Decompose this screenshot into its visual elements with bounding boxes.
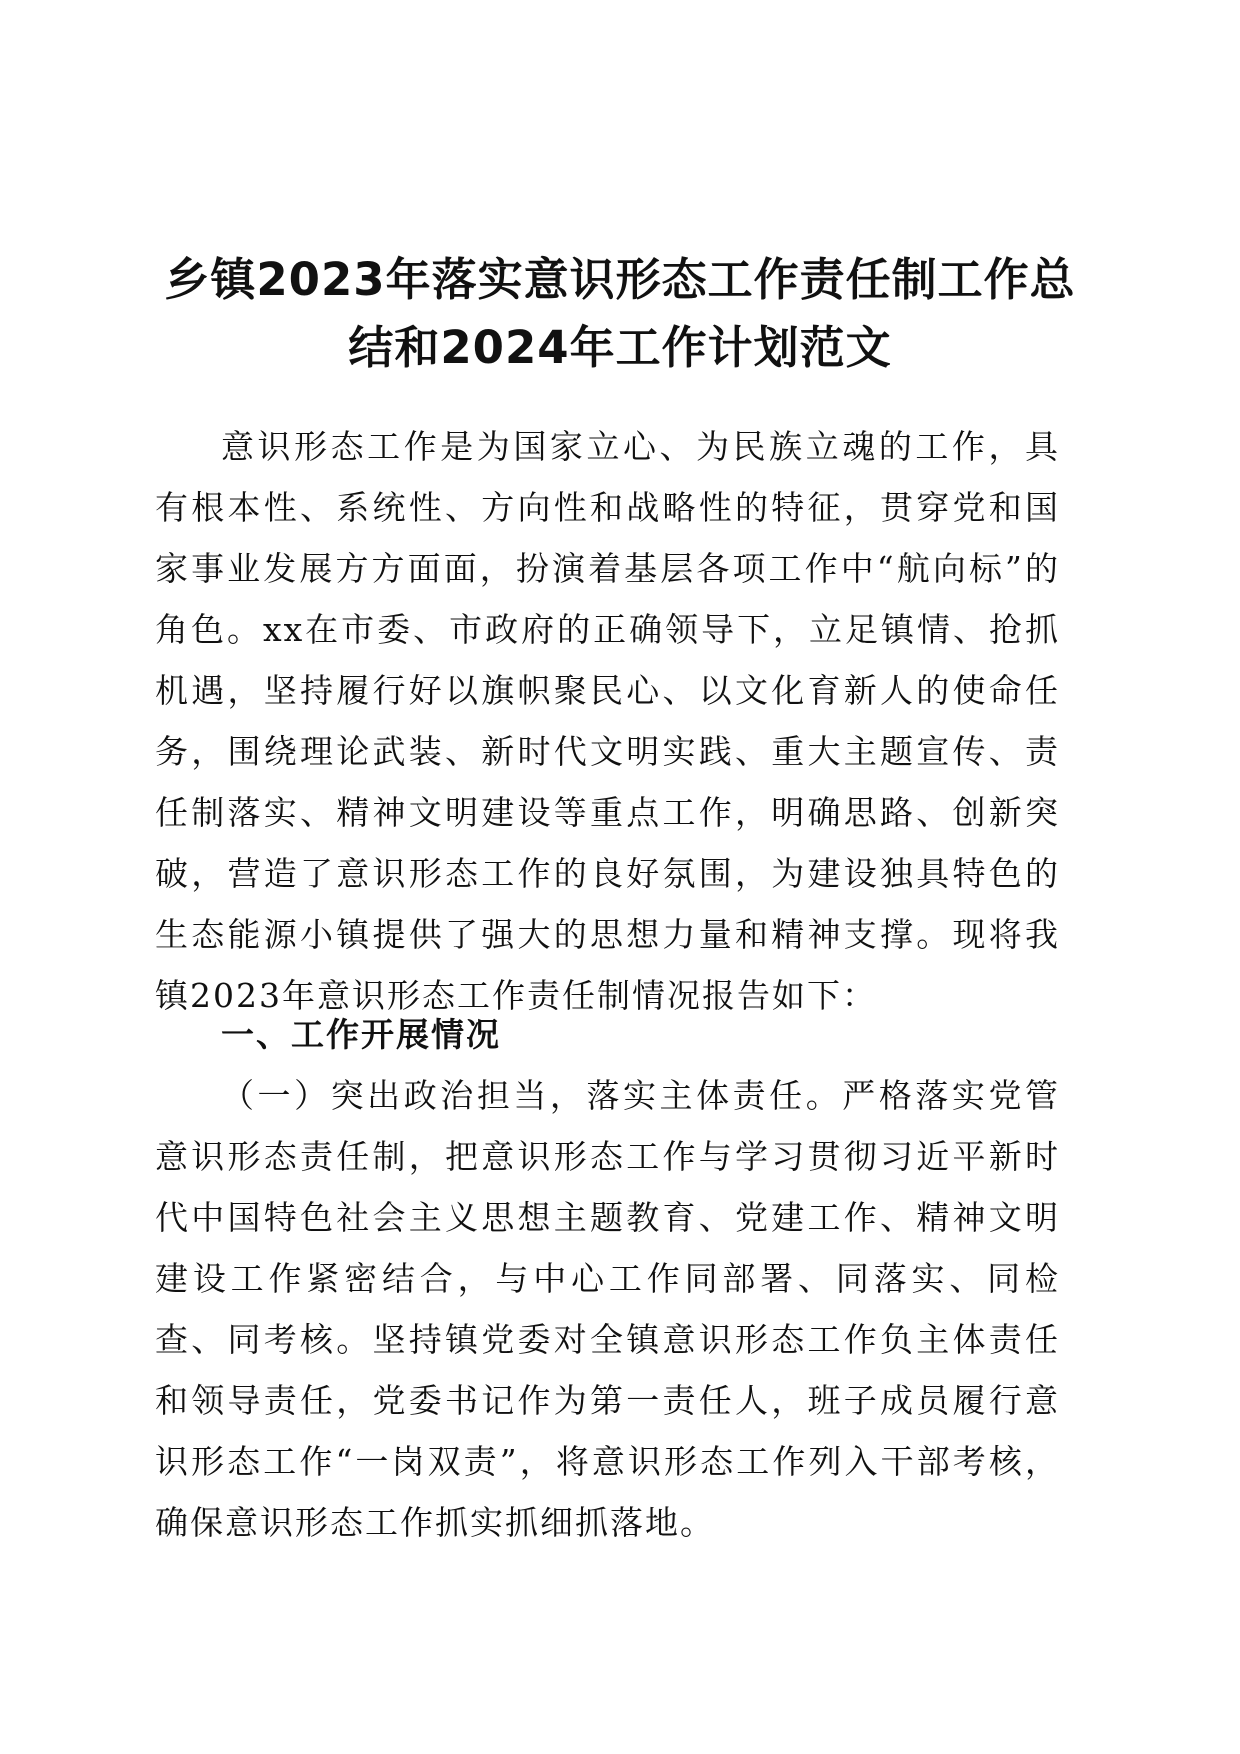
document-title — [150, 246, 1090, 382]
section-heading-work-progress: 一、工作开展情况 — [221, 1015, 501, 1054]
intro-paragraph: 意识形态工作是为国家立心、为民族立魂的工作，具有根本性、系统性、方向性和战略性的特征，贯穿党和国家事业发展方方面面，扮演着基层各项工作中“航向标”的角色。xx在市委、市政府的正确领导下，立足镇情、抢抓机遇，坚持履行好以旗帜聚民心、以文化育新人的使命任务，围绕理论武装、新时代文明实践、重大主题宣传、责任制落实、精神文明建设等重点工作，明确思路、创新突破，营造了意识形态工作的良好氛围，为建设独具特色的生态能源小镇提供了强大的思想力量和精神支撑。现将我镇2023年意识形态工作责任制情况报告如下： — [155, 427, 1060, 1015]
title-line-2: 结和2024年工作计划范文 — [348, 321, 892, 374]
section1-paragraph-1: （一）突出政治担当，落实主体责任。严格落实党管意识形态责任制，把意识形态工作与学习贯彻习近平新时代中国特色社会主义思想主题教育、党建工作、精神文明建设工作紧密结合，与中心工作同部署、同落实、同检查、同考核。坚持镇党委对全镇意识形态工作负主体责任和领导责任，党委书记作为第一责任人，班子成员履行意识形态工作“一岗双责”，将意识形态工作列入干部考核，确保意识形态工作抓实抓细抓落地。 — [155, 1076, 1060, 1542]
title-line-1: 乡镇2023年落实意识形态工作责任制工作总 — [164, 253, 1076, 306]
